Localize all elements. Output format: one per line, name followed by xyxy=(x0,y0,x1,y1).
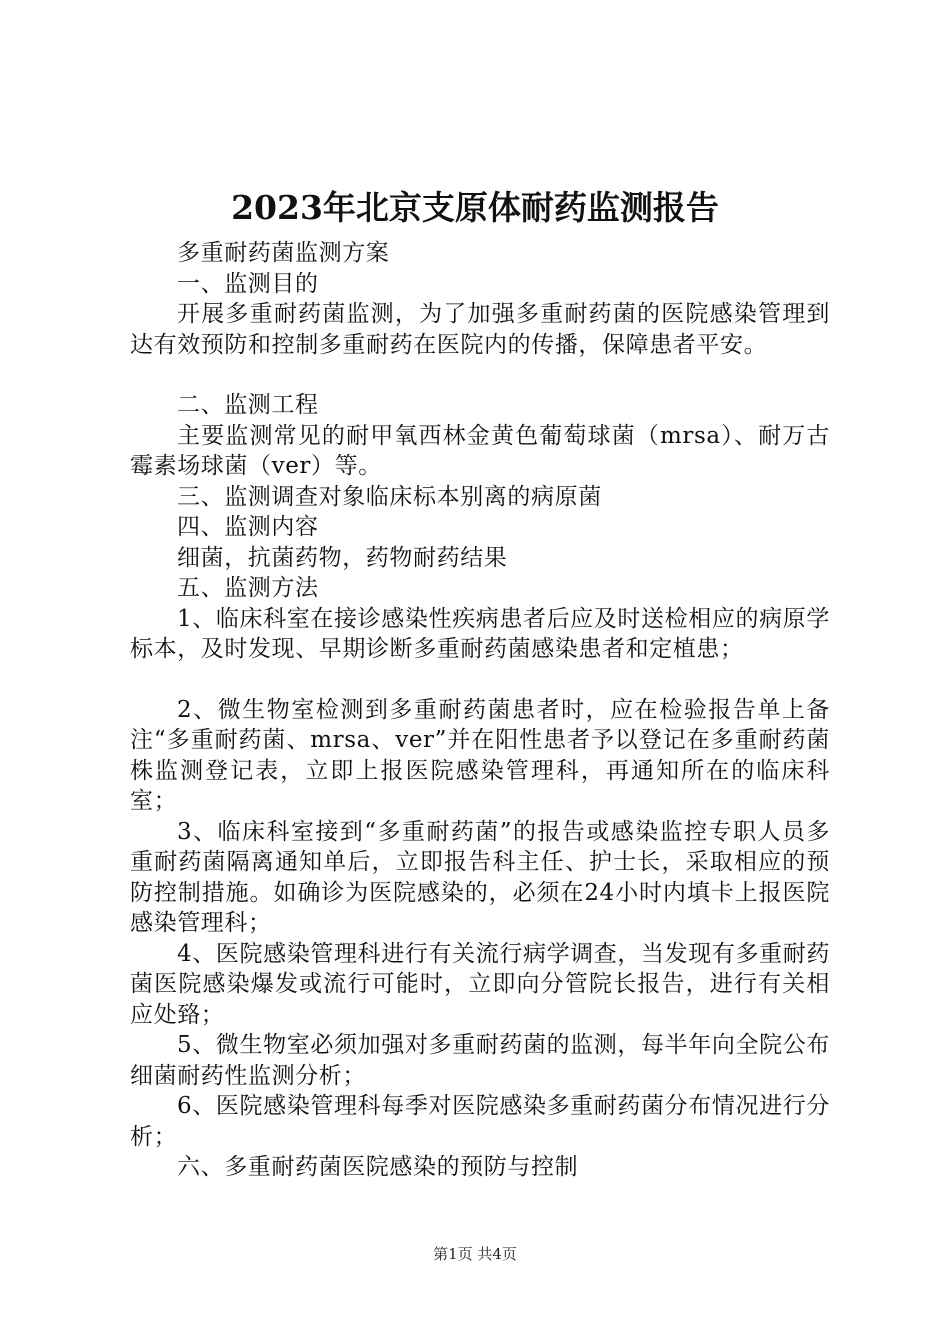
document-body xyxy=(130,238,830,1183)
paragraph: 3、临床科室接到“多重耐药菌”的报告或感染监控专职人员多重耐药菌隔离通知单后，立即报告科主任、护士长，采取相应的预防控制措施。如确诊为医院感染的，必须在24小时内填卡上报医院感染管理科； xyxy=(130,818,830,936)
section-heading: 六、多重耐药菌医院感染的预防与控制 xyxy=(177,1154,579,1180)
paragraph: 细菌，抗菌药物，药物耐药结果 xyxy=(177,544,508,571)
paragraph: 2、微生物室检测到多重耐药菌患者时，应在检验报告单上备注“多重耐药菌、mrsa、ver”并在阳性患者予以登记在多重耐药菌株监测登记表，立即上报医院感染管理科，再通知所在的临床科室； xyxy=(130,696,830,814)
paragraph: 1、临床科室在接诊感染性疾病患者后应及时送检相应的病原学标本，及时发现、早期诊断多重耐药菌感染患者和定植患； xyxy=(130,605,830,662)
section-heading: 五、监测方法 xyxy=(177,575,319,601)
paragraph: 开展多重耐药菌监测，为了加强多重耐药菌的医院感染管理到达有效预防和控制多重耐药在医院内的传播，保障患者平安。 xyxy=(130,301,830,358)
section-heading: 三、监测调查对象临床标本别离的病原菌 xyxy=(177,483,602,510)
paragraph: 6、医院感染管理科每季对医院感染多重耐药菌分布情况进行分析； xyxy=(130,1093,830,1150)
paragraph: 多重耐药菌监测方案 xyxy=(177,240,390,266)
section-heading: 二、监测工程 xyxy=(177,392,319,418)
section-heading: 四、监测内容 xyxy=(177,514,319,540)
paragraph: 5、微生物室必须加强对多重耐药菌的监测，每半年向全院公布细菌耐药性监测分析； xyxy=(130,1032,830,1089)
section-heading: 一、监测目的 xyxy=(177,270,319,297)
paragraph: 4、医院感染管理科进行有关流行病学调查，当发现有多重耐药菌医院感染爆发或流行可能时，立即向分管院长报告，进行有关相应处臵； xyxy=(130,940,830,1028)
paragraph: 主要监测常见的耐甲氧西林金黄色葡萄球菌（mrsa）、耐万古霉素场球菌（ver）等。 xyxy=(130,422,830,479)
page-footer: 第1页 共4页 xyxy=(433,1245,517,1263)
document-title: 2023年北京支原体耐药监测报告 xyxy=(231,188,719,227)
